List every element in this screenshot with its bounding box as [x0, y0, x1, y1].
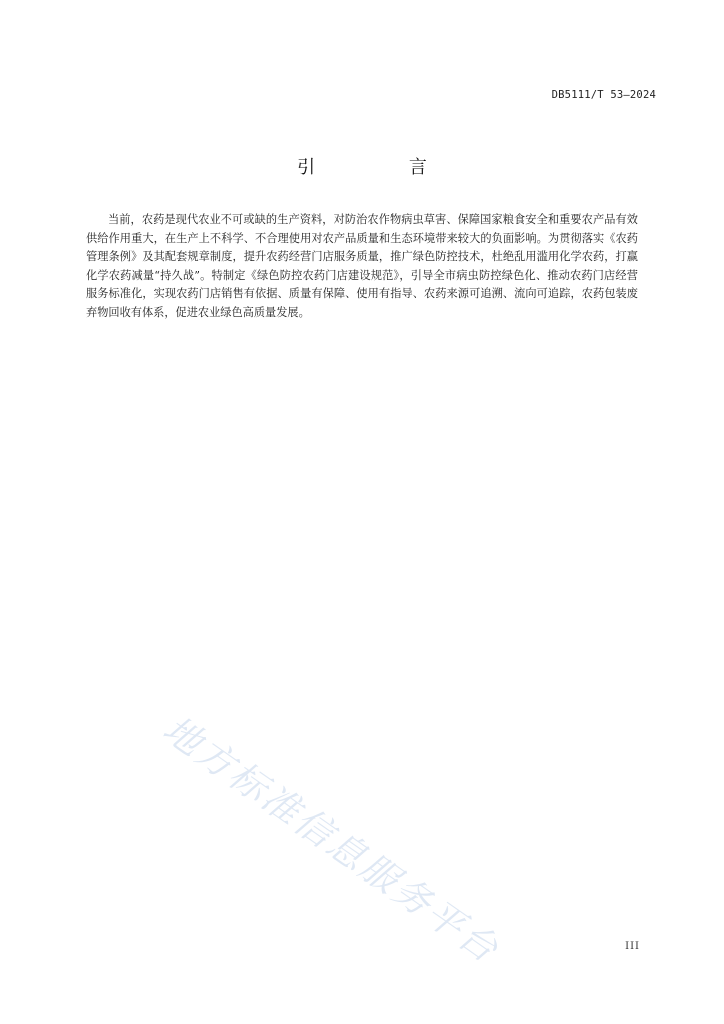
standard-code: DB5111/T 53—2024 — [551, 89, 656, 101]
page-number: III — [625, 941, 640, 952]
watermark: 地方标准信息服务平台 — [155, 707, 508, 973]
section-title: 引 言 — [297, 157, 471, 178]
introduction-paragraph: 当前，农药是现代农业不可或缺的生产资料，对防治农作物病虫草害、保障国家粮食安全和重要农产品有效供给作用重大，在生产上不科学、不合理使用对农产品质量和生态环境带来较大的负面影响。为贯彻落实《农药管理条例》及其配套规章制度，提升农药经营门店服务质量，推广绿色防控技术，杜绝乱用滥用化学农药，打赢化学农药减量“持久战”。特制定《绿色防控农药门店建设规范》，引导全市病虫防控绿色化、推动农药门店经营服务标准化，实现农药门店销售有依据、质量有保障、使用有指导、农药来源可追溯、流向可追踪，农药包装废弃物回收有体系，促进农业绿色高质量发展。 — [86, 213, 638, 319]
